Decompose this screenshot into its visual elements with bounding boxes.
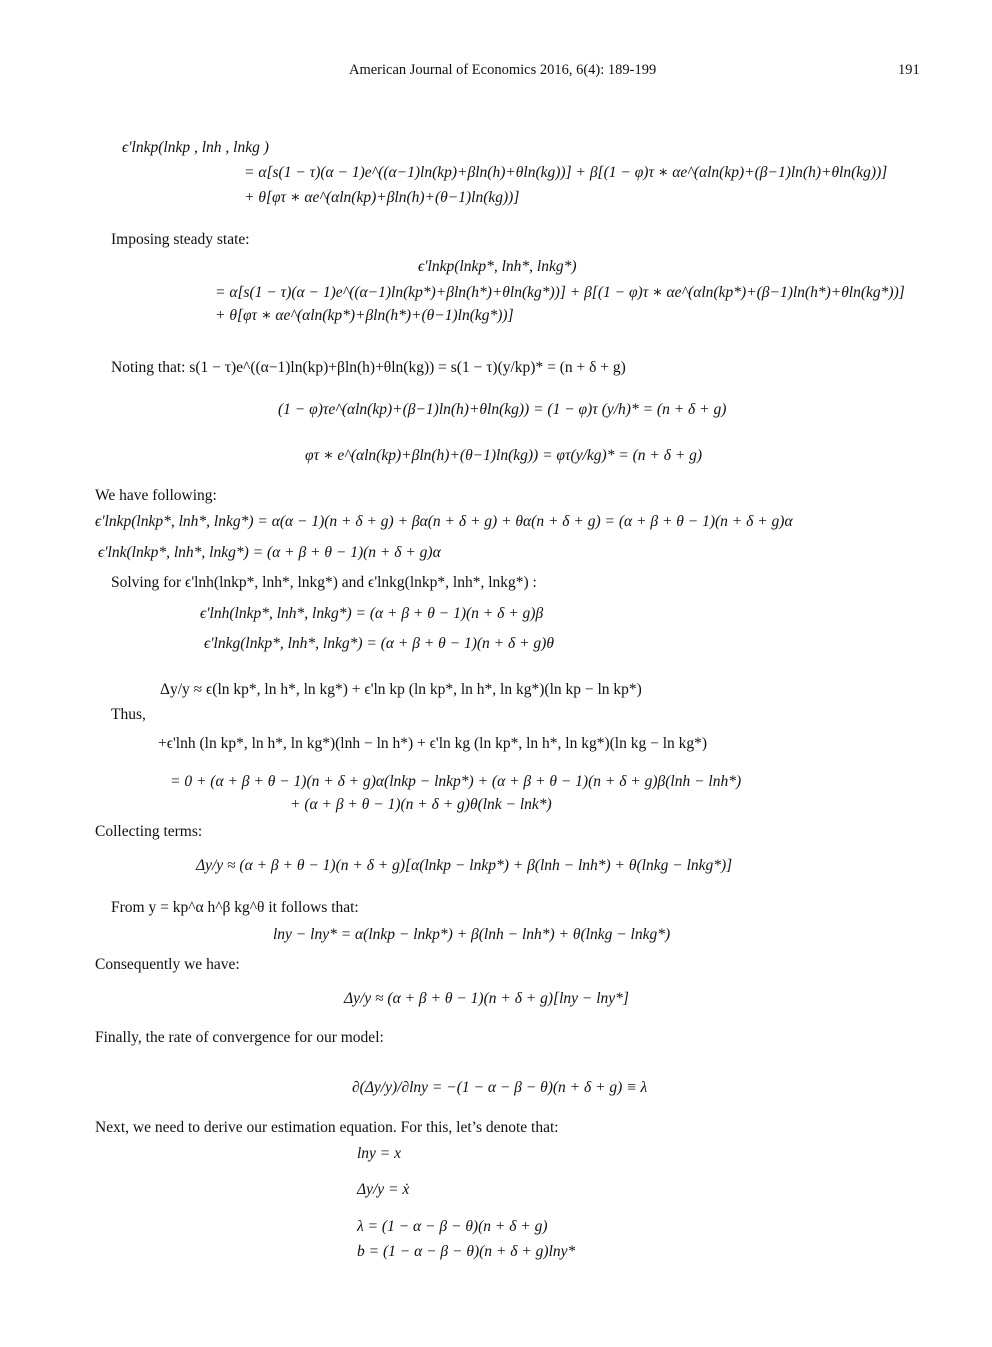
equation-line: lny = x <box>357 1145 402 1162</box>
equation-line: ∂(Δy/y)/∂lny = −(1 − α − β − θ)(n + δ + g) ≡ λ <box>352 1079 648 1096</box>
equation-line: Δy/y ≈ ϵ(ln kp*, ln h*, ln kg*) + ϵ'ln kp (ln kp*, ln h*, ln kg*)(ln kp − ln kp*) <box>160 681 642 698</box>
equation-line: = α[s(1 − τ)(α − 1)e^((α−1)ln(kp*)+βln(h*)+θln(kg*))] + β[(1 − φ)τ ∗ αe^(αln(kp*)+(β−1)ln(h*)+θln(kg*))] <box>215 284 905 301</box>
journal-citation: American Journal of Economics 2016, 6(4): 189-199 <box>349 62 657 78</box>
equation-line: ϵ'lnkg(lnkp*, lnh*, lnkg*) = (α + β + θ − 1)(n + δ + g)θ <box>204 635 554 652</box>
equation-line: φτ ∗ e^(αln(kp)+βln(h)+(θ−1)ln(kg)) = φτ(y/kg)* = (n + δ + g) <box>305 447 703 464</box>
equation-line: +ϵ'lnh (ln kp*, ln h*, ln kg*)(lnh − ln h*) + ϵ'ln kg (ln kp*, ln h*, ln kg*)(ln kg − ln kg*) <box>158 735 708 752</box>
equation-line: lny − lny* = α(lnkp − lnkp*) + β(lnh − lnh*) + θ(lnkg − lnkg*) <box>273 926 671 943</box>
equation-line: = 0 + (α + β + θ − 1)(n + δ + g)α(lnkp − lnkp*) + (α + β + θ − 1)(n + δ + g)β(lnh − lnh*) <box>170 773 742 790</box>
paragraph-text: Collecting terms: <box>95 823 203 840</box>
equation-line: + (α + β + θ − 1)(n + δ + g)θ(lnk − lnk*) <box>290 796 552 813</box>
equation-line: ϵ'lnkp(lnkp*, lnh*, lnkg*) <box>418 258 577 275</box>
equation-line: + θ[φτ ∗ αe^(αln(kp*)+βln(h*)+(θ−1)ln(kg*))] <box>215 307 514 324</box>
equation-line: ϵ'lnh(lnkp*, lnh*, lnkg*) = (α + β + θ − 1)(n + δ + g)β <box>200 605 544 622</box>
page-number: 191 <box>898 62 920 78</box>
paragraph-text: Finally, the rate of convergence for our model: <box>95 1029 384 1046</box>
equation-line: = α[s(1 − τ)(α − 1)e^((α−1)ln(kp)+βln(h)+θln(kg))] + β[(1 − φ)τ ∗ αe^(αln(kp)+(β−1)ln(h)+θln(kg))] <box>244 164 888 181</box>
equation-line: ϵ'lnkp(lnkp*, lnh*, lnkg*) = α(α − 1)(n + δ + g) + βα(n + δ + g) + θα(n + δ + g) = (α + β + θ − 1)(n + δ + g)α <box>95 513 793 530</box>
equation-line: Δy/y = ẋ <box>357 1181 410 1198</box>
equation-line: λ = (1 − α − β − θ)(n + δ + g) <box>357 1218 548 1235</box>
equation-line: + θ[φτ ∗ αe^(αln(kp)+βln(h)+(θ−1)ln(kg))] <box>244 189 520 206</box>
equation-line: (1 − φ)τe^(αln(kp)+(β−1)ln(h)+θln(kg)) = (1 − φ)τ (y/h)* = (n + δ + g) <box>278 401 727 418</box>
paragraph-text: Noting that: s(1 − τ)e^((α−1)ln(kp)+βln(h)+θln(kg)) = s(1 − τ)(y/kp)* = (n + δ + g) <box>111 359 626 376</box>
paragraph-text: We have following: <box>95 487 217 504</box>
equation-line: ϵ'lnk(lnkp*, lnh*, lnkg*) = (α + β + θ − 1)(n + δ + g)α <box>98 544 441 561</box>
equation-line: Δy/y ≈ (α + β + θ − 1)(n + δ + g)[lny − lny*] <box>344 990 629 1007</box>
paragraph-text: Solving for ϵ'lnh(lnkp*, lnh*, lnkg*) and ϵ'lnkg(lnkp*, lnh*, lnkg*) : <box>111 574 537 591</box>
equation-line: Δy/y ≈ (α + β + θ − 1)(n + δ + g)[α(lnkp − lnkp*) + β(lnh − lnh*) + θ(lnkg − lnkg*)] <box>196 857 733 874</box>
paragraph-text: From y = kp^α h^β kg^θ it follows that: <box>111 899 359 916</box>
paragraph-text: Consequently we have: <box>95 956 240 973</box>
paragraph-text: Thus, <box>111 706 146 723</box>
paragraph-text: Imposing steady state: <box>111 231 250 248</box>
paragraph-text: Next, we need to derive our estimation equation. For this, let’s denote that: <box>95 1119 559 1136</box>
equation-line: ϵ'lnkp(lnkp , lnh , lnkg ) <box>122 139 269 156</box>
equation-line: b = (1 − α − β − θ)(n + δ + g)lny* <box>357 1243 576 1260</box>
